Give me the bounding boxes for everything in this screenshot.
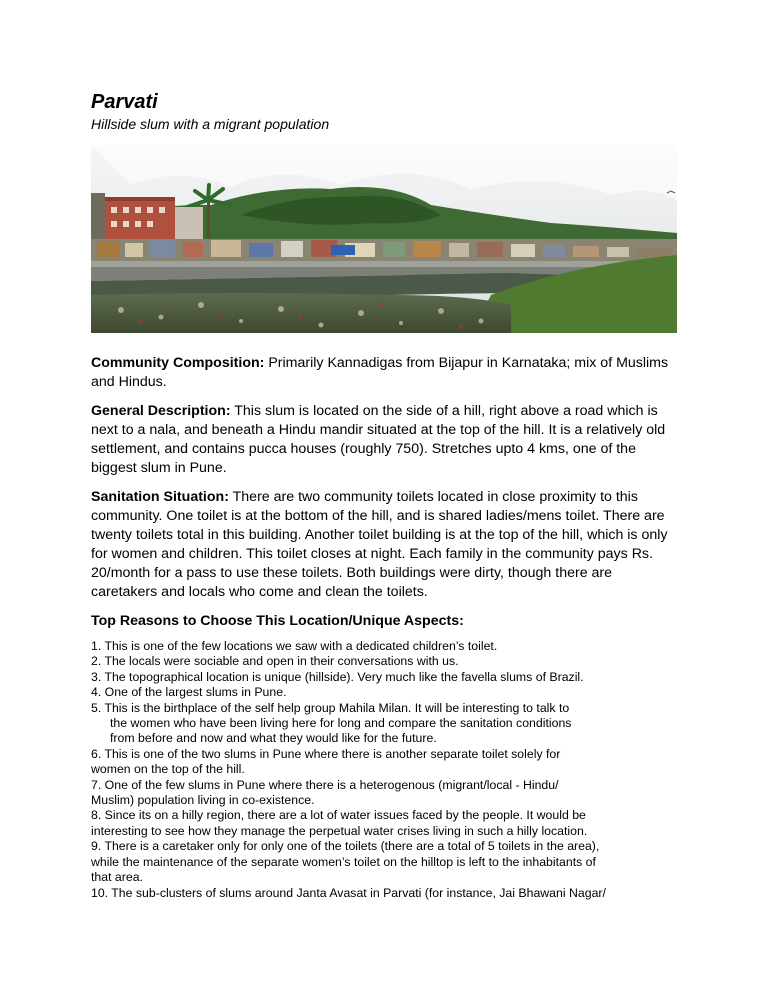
hillside-slum-photo [91,145,677,333]
list-item: 6. This is one of the two slums in Pune where there is another separate toilet solely for [91,746,561,761]
list-item: 7. One of the few slums in Pune where there is a heterogenous (migrant/local - Hindu/ [91,777,559,792]
sanitation-situation-text: There are two community toilets located in close proximity to this community. One toilet is at the bottom of the hill, and is shared ladies/mens toilet. There are twenty toilets total in this building. Another toilet building is at the top of the hill, which is only for women and children. This toilet closes at night. Each family in the community pays Rs. 20/month for a pass to use these toilets. Both buildings were dirty, though there are caretakers and locals who come and clean the toilets. [91,489,668,600]
reasons-list [91,639,681,901]
list-item: from before and now and what they would like for the future. [110,731,437,746]
page-title: Parvati [91,91,158,113]
list-item: Muslim) population living in co-existence. [91,793,315,808]
list-item: 2. The locals were sociable and open in their conversations with us. [91,654,459,669]
sanitation-situation-label: Sanitation Situation: [91,489,229,505]
general-description-label: General Description: [91,403,231,419]
list-item: the women who have been living here for long and compare the sanitation conditions [110,716,572,731]
sanitation-situation [91,488,681,602]
page-subtitle: Hillside slum with a migrant population [91,116,330,132]
document-page [91,90,681,901]
list-item: 10. The sub-clusters of slums around Janta Avasat in Parvati (for instance, Jai Bhawani Nagar/ [91,885,606,900]
community-composition-text: Primarily Kannadigas from Bijapur in Karnataka; mix of Muslims and Hindus. [91,355,669,390]
list-item: 5. This is the birthplace of the self help group Mahila Milan. It will be interesting to talk to [91,700,570,715]
community-composition-label: Community Composition: [91,355,265,371]
list-item: that area. [91,870,143,885]
list-item: while the maintenance of the separate women’s toilet on the hilltop is left to the inhabitants of [91,854,596,869]
general-description [91,402,681,478]
list-item: 9. There is a caretaker only for only one of the toilets (there are a total of 5 toilets in the area), [91,839,600,854]
list-item: 3. The topographical location is unique (hillside). Very much like the favella slums of Brazil. [91,669,584,684]
list-item: women on the top of the hill. [91,762,245,777]
general-description-text: This slum is located on the side of a hill, right above a road which is next to a nala, and beneath a Hindu mandir situated at the top of the hill. It is a relatively old settlement, and contains pucca houses (roughly 750). Stretches upto 4 kms, one of the biggest slum in Pune. [91,403,666,476]
list-item: 1. This is one of the few locations we saw with a dedicated children’s toilet. [91,639,498,653]
reasons-heading: Top Reasons to Choose This Location/Unique Aspects: [91,613,464,629]
community-composition [91,354,681,392]
list-item: 8. Since its on a hilly region, there are a lot of water issues faced by the people. It would be [91,808,586,823]
list-item: interesting to see how they manage the perpetual water crises living in such a hilly location. [91,823,588,838]
list-item: 4. One of the largest slums in Pune. [91,685,287,700]
